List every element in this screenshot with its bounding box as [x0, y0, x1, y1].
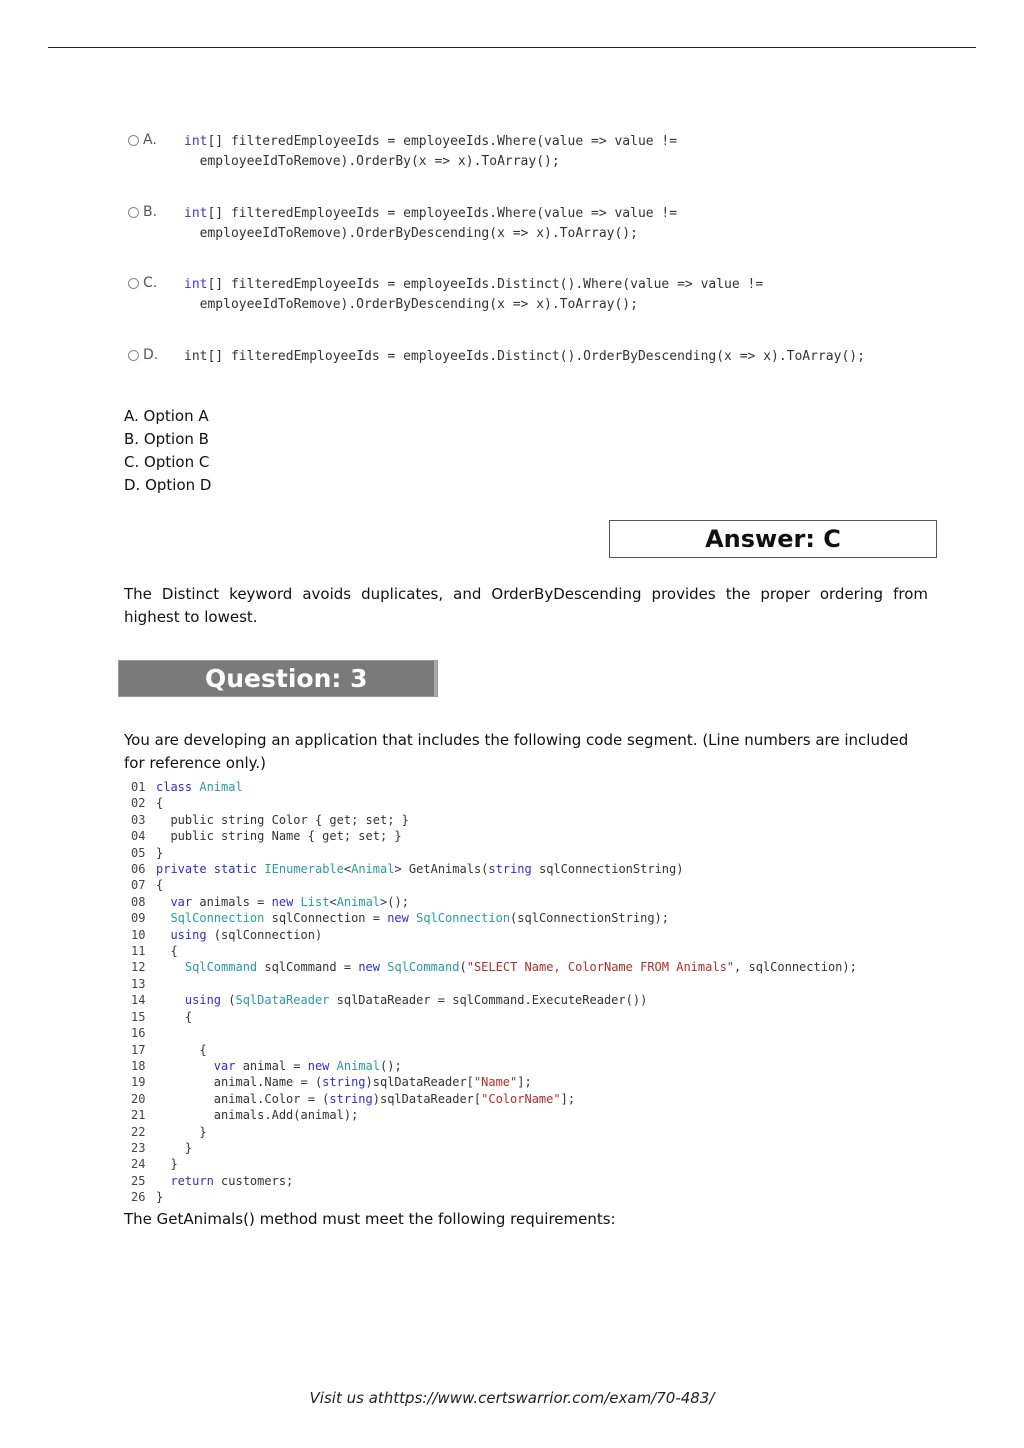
code-keyword: int — [184, 206, 208, 221]
code-line: [] filteredEmployeeIds = employeeIds.Where(value => value != — [207, 206, 678, 221]
line-number: 06 — [131, 862, 146, 877]
answer-box: Answer: C — [609, 520, 937, 558]
option-c-radio[interactable] — [128, 275, 157, 291]
option-a-radio[interactable] — [128, 132, 157, 148]
option-code — [184, 347, 865, 367]
code-keyword: int — [184, 134, 208, 149]
line-number: 22 — [131, 1124, 146, 1139]
question-banner — [118, 660, 438, 697]
code-line: [] filteredEmployeeIds = employeeIds.Where(value => value != — [207, 134, 678, 149]
option-letter: C. — [143, 275, 158, 291]
line-number: 03 — [131, 812, 146, 827]
question-intro: You are developing an application that includes the following code segment. (Line numbers are included for reference only.) — [124, 731, 909, 772]
line-number: 25 — [131, 1173, 146, 1188]
code-line: [] filteredEmployeeIds = employeeIds.Distinct().Where(value => value != — [207, 277, 764, 292]
footer-link[interactable]: Visit us athttps://www.certswarrior.com/exam/70-483/ — [309, 1389, 715, 1407]
answer-choice: C. Option C — [124, 453, 210, 471]
radio-icon[interactable] — [128, 207, 139, 218]
option-letter: D. — [143, 347, 159, 363]
option-code — [184, 275, 763, 315]
option-letter: B. — [143, 204, 158, 220]
code-line: [] filteredEmployeeIds = employeeIds.Distinct().OrderByDescending(x => x).ToArray(); — [207, 349, 865, 364]
code-keyword: int — [184, 349, 208, 364]
answer-choices — [124, 405, 211, 497]
code-line: employeeIdToRemove).OrderBy(x => x).ToArray(); — [184, 154, 560, 169]
line-number: 05 — [131, 845, 146, 860]
answer-choice: D. Option D — [124, 476, 212, 494]
code-listing: 01 class Animal 02 { 03 public string Color { get; set; } 04 public string Name { get; set; } 05 } 06 private static IEnumerable<Animal> GetAnimals(string sqlConnectionString) 07 { 08 var animals = new List<Animal>(); 09 SqlConnection sqlConnection = new SqlConnection(sqlConnectionString); 10 using (sqlConnection) 11 { 12 SqlCommand sqlCommand = new SqlCommand("SELECT Name, ColorName FROM Animals", sqlConnection); 13 14 using (SqlDataReader sqlDataReader = sqlCommand.ExecuteReader()) 15 { 16 17 { 18 var animal = new Animal(); 19 animal.Name = (string)sqlDataReader["Name"]; 20 animal.Color = (string)sqlDataReader["ColorName"]; 21 animals.Add(animal); 22 } 23 } 24 } 25 return customers; 26 } — [131, 780, 857, 1205]
top-rule — [48, 47, 976, 48]
code-text: Animal — [199, 780, 243, 794]
option-code — [184, 204, 677, 244]
line-number: 21 — [131, 1108, 146, 1123]
code-line: employeeIdToRemove).OrderByDescending(x => x).ToArray(); — [184, 297, 638, 312]
radio-icon[interactable] — [128, 135, 139, 146]
line-number: 17 — [131, 1042, 146, 1057]
line-number: 23 — [131, 1140, 146, 1155]
answer-choice: A. Option A — [124, 407, 209, 425]
requirements-intro: The GetAnimals() method must meet the following requirements: — [124, 1210, 616, 1228]
line-number: 20 — [131, 1091, 146, 1106]
line-number: 24 — [131, 1157, 146, 1172]
option-letter: A. — [143, 132, 157, 148]
option-b-radio[interactable] — [128, 204, 157, 220]
line-number: 07 — [131, 878, 146, 893]
answer-choice: B. Option B — [124, 430, 209, 448]
line-number: 19 — [131, 1075, 146, 1090]
line-number: 02 — [131, 796, 146, 811]
radio-icon[interactable] — [128, 278, 139, 289]
line-number: 14 — [131, 993, 146, 1008]
question-heading: Question: 3 — [205, 664, 368, 693]
line-number: 01 — [131, 780, 146, 794]
option-d-radio[interactable] — [128, 347, 158, 363]
line-number: 04 — [131, 829, 146, 844]
code-line: employeeIdToRemove).OrderByDescending(x => x).ToArray(); — [184, 226, 638, 241]
code-keyword: int — [184, 277, 208, 292]
line-number: 26 — [131, 1190, 146, 1205]
line-number: 12 — [131, 960, 146, 975]
code-text: class — [156, 780, 193, 794]
line-number: 13 — [131, 976, 146, 991]
line-number: 18 — [131, 1058, 146, 1073]
line-number: 10 — [131, 927, 146, 942]
line-number: 08 — [131, 894, 146, 909]
explanation: The Distinct keyword avoids duplicates, and OrderByDescending provides the proper ordering from highest to lowest. — [124, 585, 928, 626]
radio-icon[interactable] — [128, 350, 139, 361]
line-number: 11 — [131, 944, 146, 959]
line-number: 16 — [131, 1026, 146, 1041]
option-code — [184, 132, 677, 172]
line-number: 09 — [131, 911, 146, 926]
line-number: 15 — [131, 1009, 146, 1024]
